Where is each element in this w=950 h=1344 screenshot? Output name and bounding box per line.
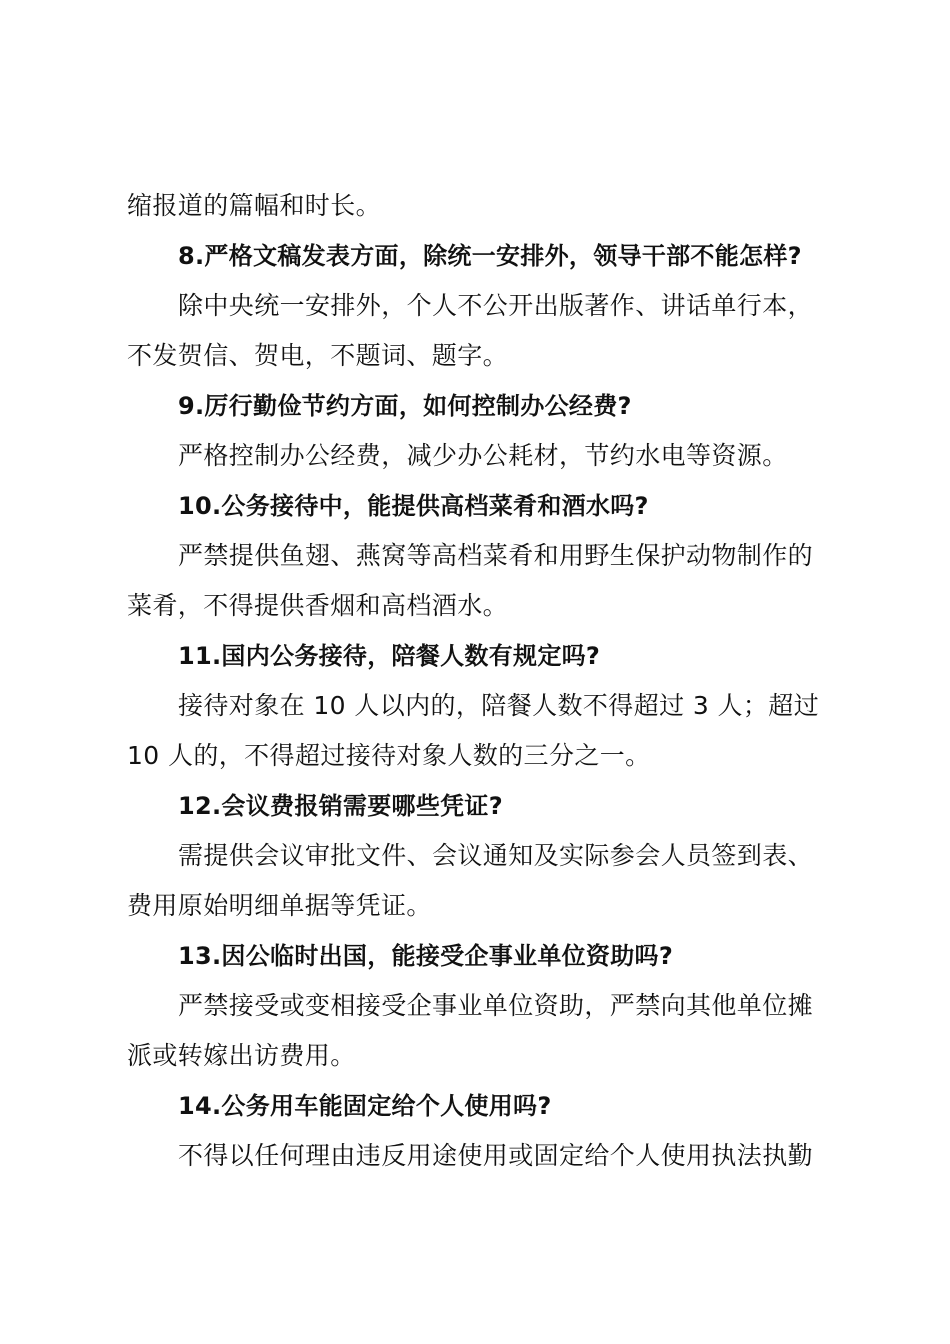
answer-line: 接待对象在 10 人以内的，陪餐人数不得超过 3 人；超过 [178, 691, 820, 720]
answer-line: 费用原始明细单据等凭证。 [127, 891, 432, 920]
question-heading-12: 12.会议费报销需要哪些凭证? [178, 792, 503, 820]
question-heading-11: 11.国内公务接待，陪餐人数有规定吗? [178, 642, 601, 670]
question-heading-14: 14.公务用车能固定给个人使用吗? [178, 1092, 552, 1120]
answer-line: 派或转嫁出访费用。 [127, 1041, 356, 1070]
answer-line: 严格控制办公经费，减少办公耗材，节约水电等资源。 [178, 441, 788, 470]
question-heading-10: 10.公务接待中，能提供高档菜肴和酒水吗? [178, 492, 649, 520]
answer-line: 严禁接受或变相接受企事业单位资助，严禁向其他单位摊 [178, 991, 814, 1020]
answer-line: 10 人的，不得超过接待对象人数的三分之一。 [127, 741, 651, 770]
answer-line: 除中央统一安排外，个人不公开出版著作、讲话单行本， [178, 291, 814, 320]
answer-line: 菜肴，不得提供香烟和高档酒水。 [127, 591, 509, 620]
paragraph-line: 缩报道的篇幅和时长。 [127, 191, 382, 220]
question-heading-9: 9.厉行勤俭节约方面，如何控制办公经费? [178, 392, 632, 420]
answer-line: 不得以任何理由违反用途使用或固定给个人使用执法执勤 [178, 1141, 814, 1170]
answer-line: 需提供会议审批文件、会议通知及实际参会人员签到表、 [178, 841, 814, 870]
answer-line: 严禁提供鱼翅、燕窝等高档菜肴和用野生保护动物制作的 [178, 541, 814, 570]
question-heading-8: 8.严格文稿发表方面，除统一安排外，领导干部不能怎样? [178, 242, 802, 270]
question-heading-13: 13.因公临时出国，能接受企事业单位资助吗? [178, 942, 674, 970]
answer-line: 不发贺信、贺电，不题词、题字。 [127, 341, 509, 370]
